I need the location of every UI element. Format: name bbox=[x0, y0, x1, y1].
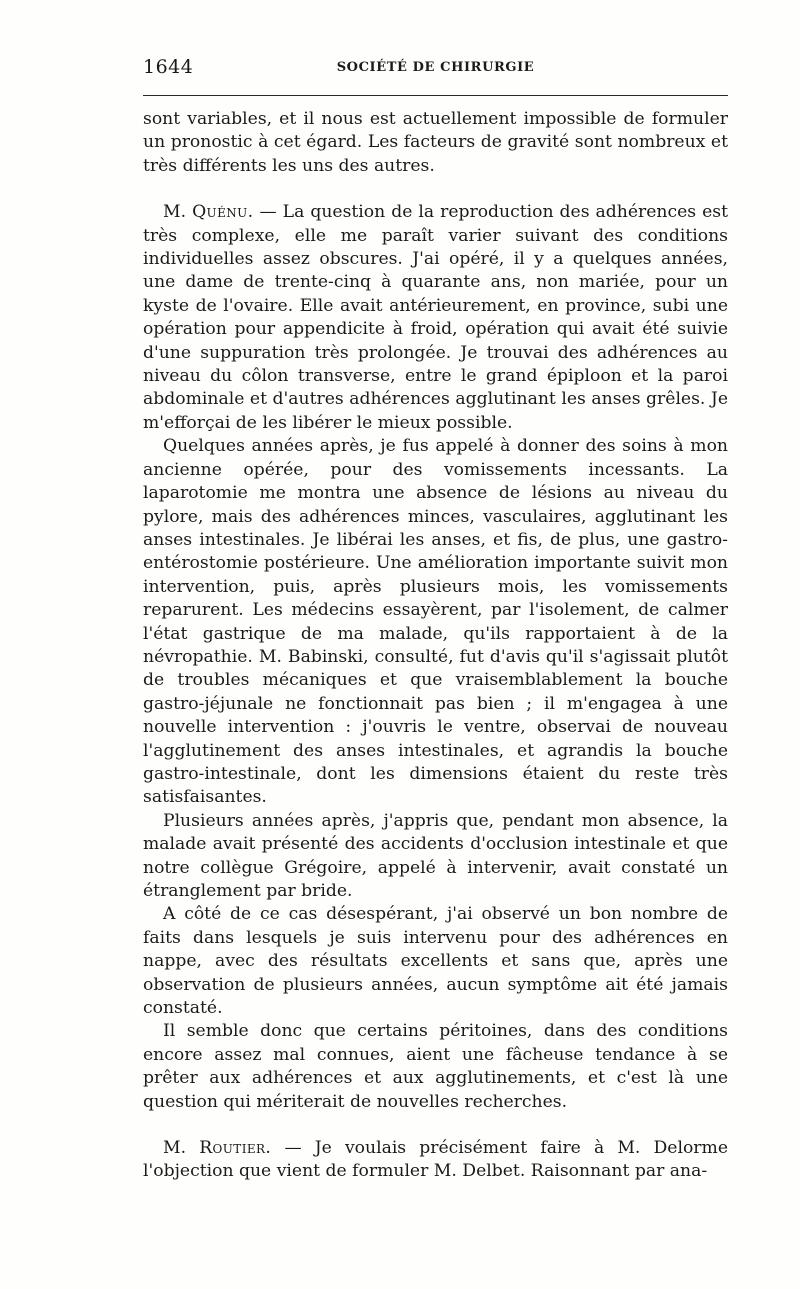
paragraph-text: Plusieurs années après, j'appris que, pendant mon absence, la malade avait présenté des accidents d'occlusion intestinale et que notre collègue Grégoire, appelé à intervenir, avait constaté un étranglement par bride. bbox=[143, 810, 728, 901]
paragraph bbox=[143, 903, 728, 1020]
speaker-title: M. bbox=[163, 202, 187, 223]
paragraph-text: A côté de ce cas désespérant, j'ai observé un bon nombre de faits dans lesquels je suis intervenu pour des adhérences en nappe, avec des résultats excellents et sans que, après une observation de plusieurs années, aucun symptôme ait été jamais constaté. bbox=[143, 904, 728, 1019]
paragraph-continuation bbox=[143, 108, 728, 178]
paragraph-routier bbox=[143, 1137, 728, 1184]
paragraph-text: — La question de la reproduction des adhérences est très complexe, elle me paraît varier suivant des conditions individuelles assez obscures. J'ai opéré, il y a quelques années, une dame de trente-cinq à quarante ans, non mariée, pour un kyste de l'ovaire. Elle avait antérieurement, en province, subi une opération pour appendicite à froid, opération qui avait été suivie d'une suppuration très prolongée. Je trouvai des adhérences au niveau du côlon transverse, entre le grand épiploon et la paroi abdominale et d'autres adhérences agglutinant les anses grêles. Je m'efforçai de les libérer le mieux possible. bbox=[143, 202, 728, 433]
running-head: SOCIÉTÉ DE CHIRURGIE bbox=[336, 60, 535, 75]
speaker-name: Routier. bbox=[199, 1138, 272, 1159]
paragraph-text: sont variables, et il nous est actuellement impossible de formuler un pronostic à cet égard. Les facteurs de gravité sont nombreux et très différents les uns des autres. bbox=[143, 109, 728, 176]
paragraph-text: Il semble donc que certains péritoines, dans des conditions encore assez mal connues, aient une fâcheuse tendance à se prêter aux adhérences et aux agglutinements, et c'est là une question qui mériterait de nouvelles recherches. bbox=[143, 1021, 728, 1112]
paragraph-text: — Je voulais précisément faire à M. Delorme l'objection que vient de formuler M. Delbet. Raisonnant par ana- bbox=[143, 1138, 728, 1182]
header-divider bbox=[143, 95, 728, 96]
speaker-title: M. bbox=[163, 1138, 187, 1159]
page-number: 1644 bbox=[143, 56, 194, 78]
body-text bbox=[143, 108, 728, 1184]
page-header bbox=[143, 50, 728, 86]
speaker-name: Quénu. bbox=[192, 202, 254, 223]
paragraph bbox=[143, 810, 728, 904]
paragraph-quenu bbox=[143, 201, 728, 435]
paragraph bbox=[143, 435, 728, 810]
paragraph-text: Quelques années après, je fus appelé à donner des soins à mon ancienne opérée, pour des vomissements incessants. La laparotomie me montra une absence de lésions au niveau du pylore, mais des adhérences minces, vasculaires, agglutinant les anses intestinales. Je libérai les anses, et fis, de plus, une gastro-entérostomie postérieure. Une amélioration importante suivit mon intervention, puis, après plusieurs mois, les vomissements reparurent. Les médecins essayèrent, par l'isolement, de calmer l'état gastrique de ma malade, qu'ils rapportaient à de la névropathie. M. Babinski, consulté, fut d'avis qu'il s'agissait plutôt de troubles mécaniques et que vraisemblablement la bouche gastro-jéjunale ne fonctionnait pas bien ; il m'engagea à une nouvelle intervention : j'ouvris le ventre, observai de nouveau l'agglutinement des anses intestinales, et agrandis la bouche gastro-intestinale, dont les dimensions étaient du reste très satisfaisantes. bbox=[143, 436, 728, 808]
paragraph bbox=[143, 1020, 728, 1114]
